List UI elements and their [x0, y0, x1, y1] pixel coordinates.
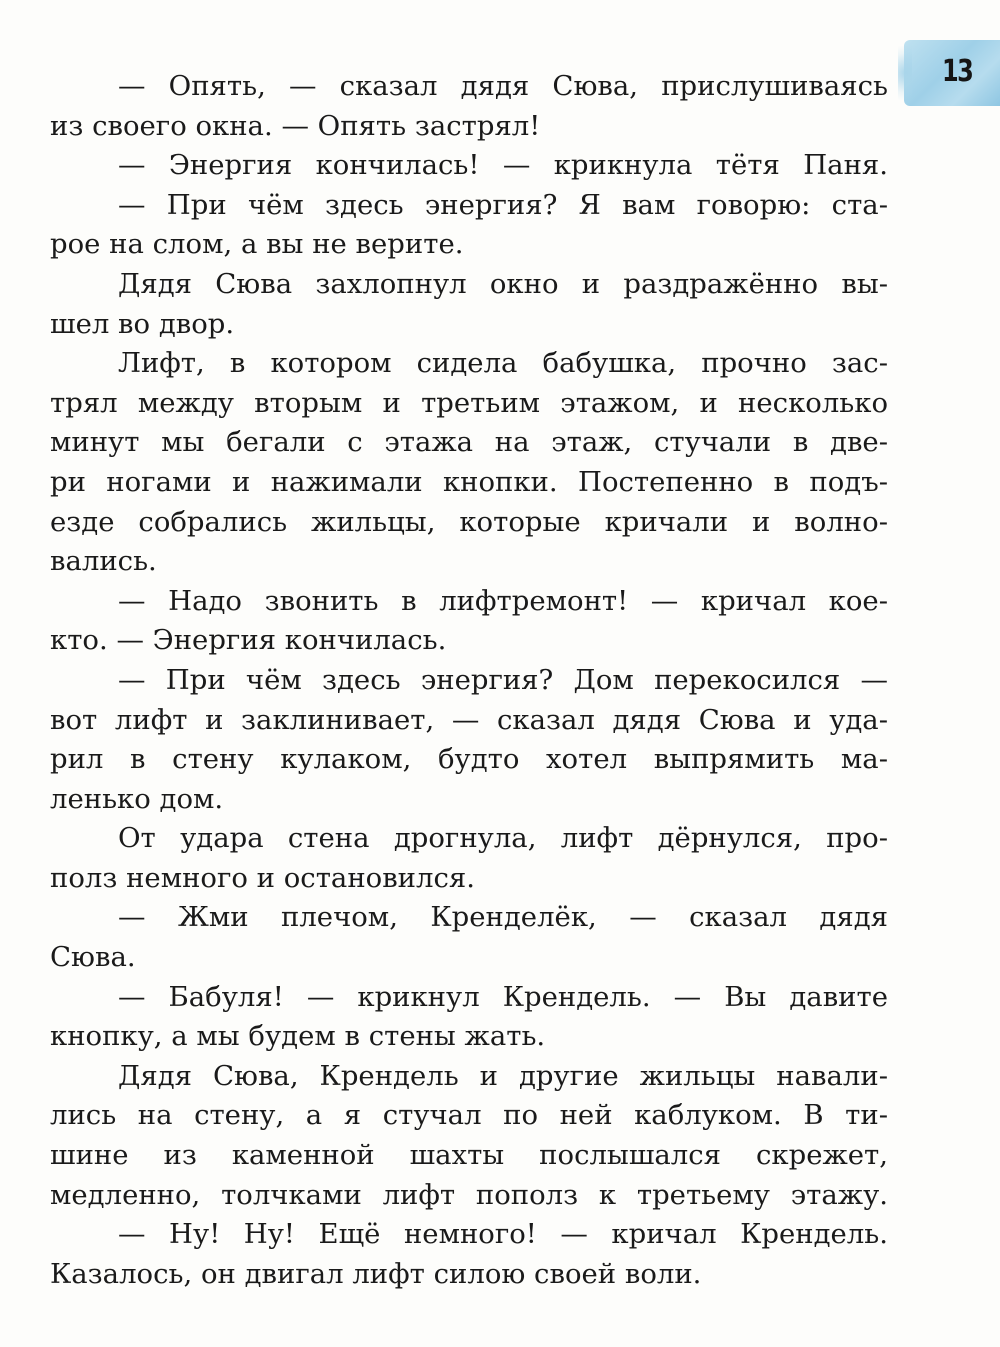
text-line: езде собрались жильцы, которые кричали и волно- — [50, 505, 888, 538]
page-number: 13 — [942, 54, 973, 89]
text-line: вот лифт и заклинивает, — сказал дядя Сюва и уда- — [50, 703, 888, 736]
text-line: рое на слом, а вы не верите. — [50, 228, 464, 261]
text-line: кнопку, а мы будем в стены жать. — [50, 1020, 546, 1053]
text-line: — При чём здесь энергия? Дом перекосился — — [118, 663, 888, 696]
text-line: Лифт, в котором сидела бабушка, прочно зас- — [118, 347, 888, 380]
text-line: рил в стену кулаком, будто хотел выпрямить ма- — [50, 743, 888, 776]
text-line: — Энергия кончилась! — крикнула тётя Паня. — [118, 149, 888, 182]
text-line: шел во двор. — [50, 307, 235, 340]
text-line: От удара стена дрогнула, лифт дёрнулся, про- — [118, 822, 888, 855]
text-line: — Надо звонить в лифтремонт! — кричал кое- — [118, 584, 888, 617]
text-line: ленько дом. — [50, 782, 224, 815]
text-line: трял между вторым и третьим этажом, и несколько — [50, 386, 888, 419]
text-line: кто. — Энергия кончилась. — [50, 624, 447, 657]
text-line: вались. — [50, 545, 157, 578]
text-line: минут мы бегали с этажа на этаж, стучали в две- — [50, 426, 888, 459]
text-line: шине из каменной шахты послышался скрежет, — [50, 1139, 888, 1172]
text-line: Сюва. — [50, 941, 136, 974]
text-line: Дядя Сюва, Крендель и другие жильцы навали- — [118, 1059, 888, 1092]
text-line: полз немного и остановился. — [50, 861, 475, 894]
text-line: из своего окна. — Опять застрял! — [50, 109, 541, 142]
story-text — [50, 67, 888, 1294]
text-line: медленно, толчками лифт пополз к третьему этажу. — [50, 1178, 888, 1211]
text-line: — При чём здесь энергия? Я вам говорю: ста- — [118, 188, 888, 221]
text-line: — Опять, — сказал дядя Сюва, прислушиваясь — [118, 70, 888, 102]
text-line: лись на стену, а я стучал по ней каблуком. В ти- — [50, 1099, 888, 1132]
text-line: Дядя Сюва захлопнул окно и раздражённо вы- — [118, 267, 888, 300]
text-line: ри ногами и нажимали кнопки. Постепенно в подъ- — [50, 465, 888, 498]
text-line: — Ну! Ну! Ещё немного! — кричал Крендель. — [118, 1218, 888, 1251]
text-line: — Жми плечом, Кренделёк, — сказал дядя — [118, 901, 888, 934]
text-line: — Бабуля! — крикнул Крендель. — Вы давите — [118, 980, 888, 1013]
text-line: Казалось, он двигал лифт силою своей воли. — [50, 1257, 702, 1290]
